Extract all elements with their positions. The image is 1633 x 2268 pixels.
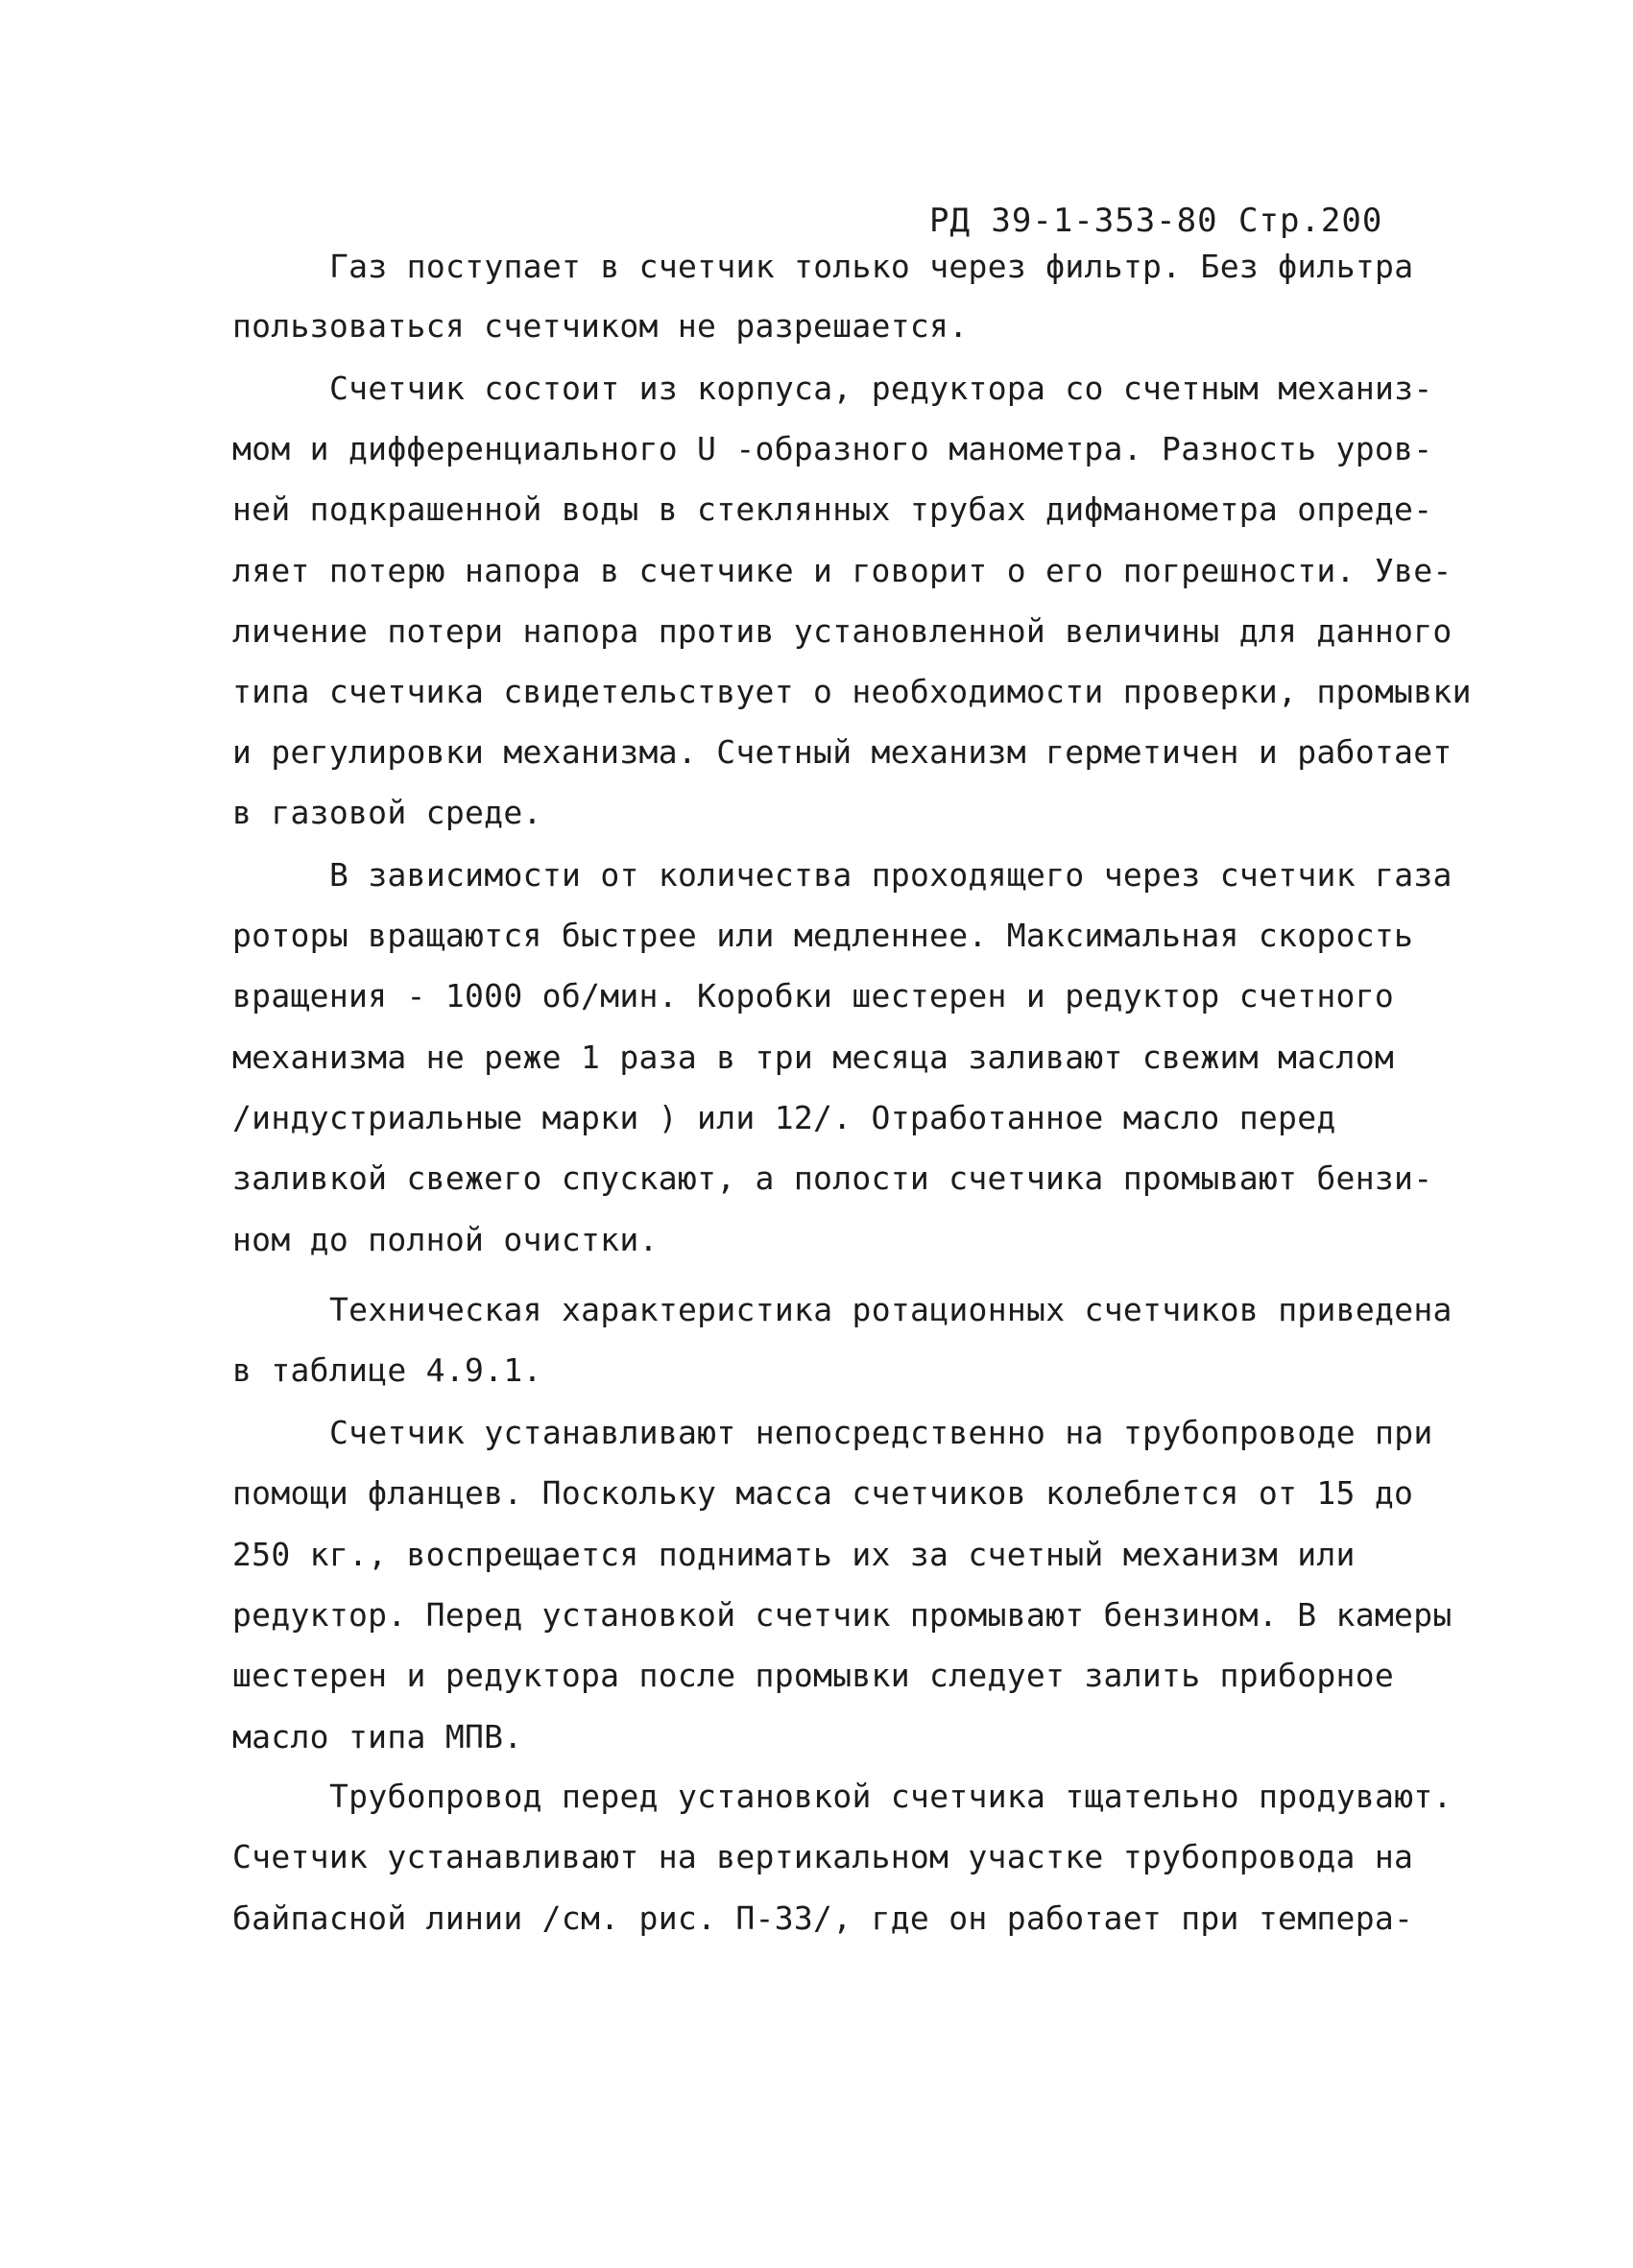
text-line: 250 кг., воспрещается поднимать их за счетный механизм или (232, 1536, 1356, 1573)
text-line: ляет потерю напора в счетчике и говорит о его погрешности. Уве- (232, 552, 1453, 589)
text-line: Газ поступает в счетчик только через фильтр. Без фильтра (329, 248, 1414, 285)
text-line: заливкой свежего спускают, а полости счетчика промывают бензи- (232, 1159, 1433, 1197)
text-line: роторы вращаются быстрее или медленнее. Максимальная скорость (232, 917, 1414, 954)
text-line: личение потери напора против установленной величины для данного (232, 612, 1453, 650)
text-line: вращения - 1000 об/мин. Коробки шестерен и редуктор счетного (232, 977, 1395, 1015)
text-line: типа счетчика свидетельствует о необходимости проверки, промывки (232, 673, 1472, 710)
page-header: РД 39-1-353-80 Стр.200 (929, 202, 1383, 240)
text-line: Счетчик устанавливают непосредственно на трубопроводе при (329, 1414, 1433, 1451)
text-line: Счетчик состоит из корпуса, редуктора со счетным механиз- (329, 370, 1433, 407)
text-line: пользоваться счетчиком не разрешается. (232, 307, 969, 345)
text-line: /индустриальные марки ) или 12/. Отработанное масло перед (232, 1099, 1336, 1136)
text-line: В зависимости от количества проходящего через счетчик газа (329, 856, 1453, 894)
text-line: Трубопровод перед установкой счетчика тщательно продувают. (329, 1778, 1453, 1815)
text-line: редуктор. Перед установкой счетчик промывают бензином. В камеры (232, 1596, 1453, 1634)
text-line: Техническая характеристика ротационных счетчиков приведена (329, 1291, 1453, 1328)
text-line: помощи фланцев. Поскольку масса счетчиков колеблется от 15 до (232, 1474, 1414, 1512)
text-line: ней подкрашенной воды в стеклянных трубах дифманометра опреде- (232, 490, 1433, 528)
text-line: байпасной линии /см. рис. П-33/, где он работает при темпера- (232, 1899, 1414, 1937)
text-line: мом и дифференциального U -образного манометра. Разность уров- (232, 430, 1433, 467)
text-line: в таблице 4.9.1. (232, 1351, 542, 1389)
text-line: ном до полной очистки. (232, 1221, 659, 1258)
text-line: шестерен и редуктора после промывки следует залить приборное (232, 1657, 1395, 1694)
text-line: в газовой среде. (232, 794, 542, 831)
text-line: масло типа МПВ. (232, 1718, 523, 1755)
text-line: механизма не реже 1 раза в три месяца заливают свежим маслом (232, 1039, 1395, 1076)
text-line: Счетчик устанавливают на вертикальном участке трубопровода на (232, 1838, 1414, 1875)
text-line: и регулировки механизма. Счетный механизм герметичен и работает (232, 733, 1453, 771)
